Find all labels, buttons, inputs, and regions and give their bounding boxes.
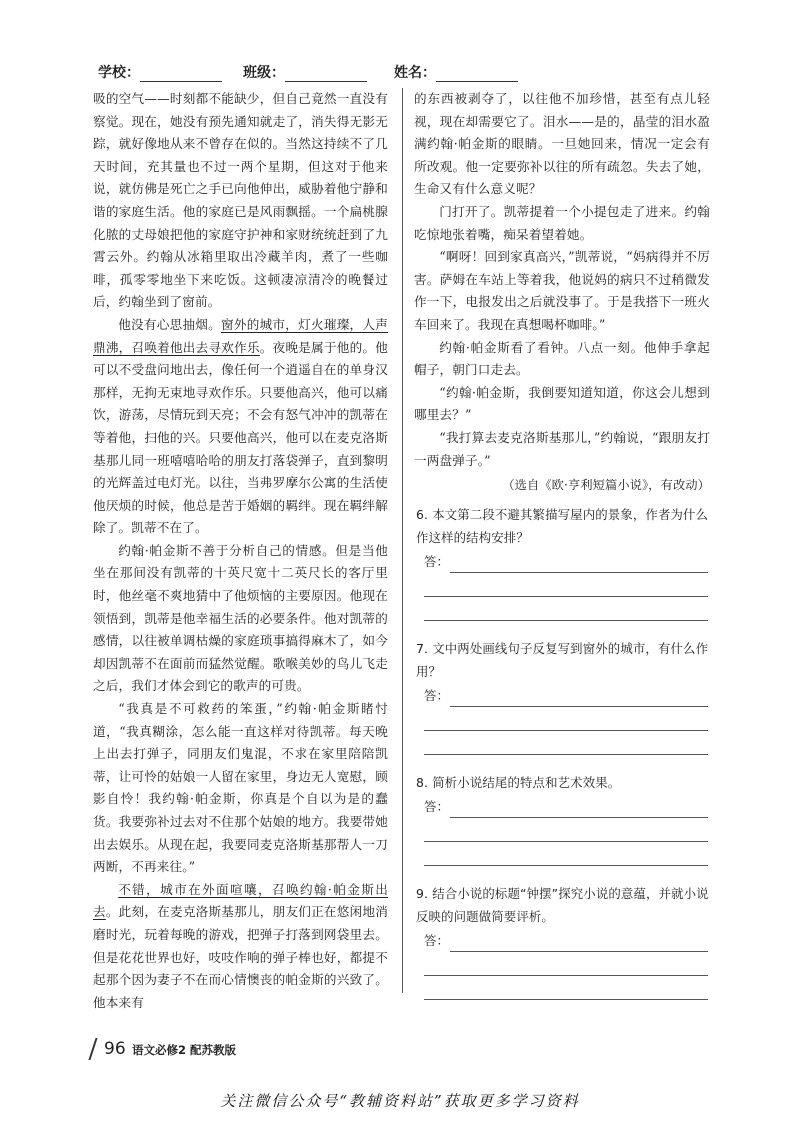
story-paragraph: “啊呀！回到家真高兴，”凯蒂说，“妈病得并不厉害。萨姆在车站上等着我，他说妈的病只不过稍微发作一下，电报发出之后就没事了。于是我搭下一班火车回来了。我现在真想喝杯咖啡。” [414, 249, 710, 332]
footer-slash-mark [88, 1038, 97, 1060]
question-text: 9. 结合小说的标题“钟摆”探究小说的意蕴，并就小说反映的问题做简要评析。 [416, 885, 709, 924]
story-paragraph: 约翰·帕金斯不善于分析自己的情感。但是当他坐在那间没有凯蒂的十英尺宽十二英尺长的客厅里时，他丝毫不爽地猜中了他烦恼的主要原因。他现在领悟到，凯蒂是他幸福生活的必要条件。他对凯蒂的感情，以往被单调枯燥的家庭琐事搞得麻木了，如今却因凯蒂不在面前而猛然觉醒。歌喉美妙的鸟儿飞走之后，我们才体会到它的歌声的可贵。 [93, 542, 388, 694]
name-field [394, 62, 518, 82]
answer-label: 答： [424, 798, 450, 814]
promo-banner: 关注微信公众号“教辅资料站”获取更多学习资料 [220, 1092, 580, 1110]
school-blank[interactable] [140, 67, 222, 82]
answer-label: 答： [424, 553, 450, 569]
answer-row [414, 685, 710, 707]
story-paragraph [93, 879, 388, 1015]
school-label: 学校： [98, 65, 140, 81]
answer-line[interactable] [424, 597, 708, 621]
underlined-sentence: 窗外的城市，灯火璀璨，人声鼎沸，召唤着他出去寻欢作乐 [93, 316, 388, 355]
story-paragraph: “约翰·帕金斯，我倒要知道知道，你这会儿想到哪里去？” [414, 384, 710, 423]
class-field [243, 62, 367, 82]
story-paragraph: 门打开了。凯蒂提着一个小提包走了进来。约翰吃惊地张着嘴，痴呆着望着她。 [414, 203, 710, 242]
paragraph-text: 。夜晚是属于他的。他可以不受盘问地出去，像任何一个逍遥自在的单身汉那样，无拘无束地寻欢作乐。只要他高兴，他可以痛饮，游荡，尽情玩到天亮；不会有怒气冲冲的凯蒂在等着他，扫他的兴。只要他高兴，他可以在麦克洛斯基那儿同一班嘻嘻哈哈的朋友打落袋弹子，直到黎明的光辉盖过电灯光。以往，当弗罗摩尔公寓的生活使他厌烦的时候，他总是苦于婚姻的羁绊。现在羁绊解除了。凯蒂不在了。 [93, 339, 389, 536]
answer-row [414, 551, 710, 573]
name-label: 姓名： [394, 65, 436, 81]
answer-line[interactable] [424, 818, 708, 842]
question-8 [414, 771, 710, 866]
page-number: 96 [104, 1039, 126, 1059]
question-text: 6. 本文第二段不避其繁描写屋内的景象，作者为什么作这样的结构安排？ [416, 506, 709, 545]
answer-line[interactable] [424, 952, 708, 976]
story-right-column [414, 88, 710, 993]
answer-line[interactable] [424, 842, 708, 866]
class-label: 班级： [243, 65, 285, 81]
answer-line[interactable] [450, 800, 708, 818]
story-paragraph: 约翰·帕金斯看了看钟。八点一刻。他伸手拿起帽子，朝门口走去。 [414, 339, 710, 378]
paragraph-text: 他没有心思抽烟。 [118, 316, 222, 332]
story-paragraph: 吸的空气——时刻都不能缺少，但自己竟然一直没有察觉。现在，她没有预先通知就走了，消失得无影无踪，就好像地从来不曾存在似的。当然这持续不了几天时间，充其量也不过一两个星期，但这对于他来说，就仿佛是死亡之手已向他伸出，威胁着他宁静和谐的家庭生活。他的家庭已是风雨飘摇。一个扁桃腺化脓的丈母娘把他的家庭守护神和家财统统赶到了九霄云外。约翰从冰箱里取出冷藏羊肉，煮了一些咖啡，孤零零地坐下来吃饭。这顿凄凉清冷的晚餐过后，约翰坐到了窗前。 [93, 91, 388, 310]
student-info-header [98, 62, 518, 84]
underlined-sentence: 不错，城市在外面喧嚷，召唤约翰·帕金斯出去 [93, 881, 388, 920]
source-citation: （选自《欧·亨利短篇小说》，有改动） [502, 478, 710, 493]
question-7 [414, 637, 710, 755]
paragraph-text: 。此刻，在麦克洛斯基那儿，朋友们正在悠闲地消磨时光，玩着每晚的游戏，把弹子打落到网袋里去。但是花花世界也好，吱吱作响的弹子棒也好，都提不起那个因为妻子不在而心情懊丧的帕金斯的兴致了。他本来有 [93, 904, 388, 1010]
story-paragraph: 的东西被剥夺了，以往他不加珍惜，甚至有点儿轻视，现在却需要它了。泪水——是的，晶莹的泪水盈满约翰·帕金斯的眼睛。一旦她回来，情况一定会有所改观。他一定要弥补以往的所有疏忽。失去了她，生命又有什么意义呢？ [414, 91, 710, 197]
story-left-column [93, 88, 389, 1010]
book-title: 语文必修2 配苏教版 [132, 1043, 237, 1057]
story-paragraph: “我真是不可救药的笨蛋，”约翰·帕金斯睹忖道，“我真糊涂，怎么能一直这样对待凯蒂。每天晚上出去打弹子，同朋友们鬼混，不求在家里陪陪凯蒂，让可怜的姑娘一人留在家里，身边无人宽慰，顾影自怜！我约翰·帕金斯，你真是个自以为是的蠢货。我要弥补过去对不住那个姑娘的地方。我要带她出去娱乐。从现在起，我要同麦克洛斯基那帮人一刀两断，不再来往。” [93, 701, 388, 875]
answer-row [414, 930, 710, 952]
answer-label: 答： [424, 687, 450, 703]
answer-line[interactable] [450, 555, 708, 573]
class-blank[interactable] [285, 67, 367, 82]
column-divider [402, 88, 403, 993]
answer-line[interactable] [424, 707, 708, 731]
school-field [98, 62, 222, 82]
story-paragraph [93, 314, 388, 540]
answer-line[interactable] [450, 689, 708, 707]
answer-row [414, 796, 710, 818]
answer-line[interactable] [424, 976, 708, 1000]
answer-label: 答： [424, 932, 450, 948]
story-paragraph: “我打算去麦克洛斯基那儿，”约翰说，“跟朋友打一两盘弹子。” [414, 429, 710, 468]
question-text: 8. 简析小说结尾的特点和艺术效果。 [416, 774, 621, 790]
question-6 [414, 503, 710, 621]
question-text: 7. 文中两处画线句子反复写到窗外的城市，有什么作用？ [416, 640, 709, 679]
answer-line[interactable] [450, 934, 708, 952]
answer-line[interactable] [424, 573, 708, 597]
answer-line[interactable] [424, 731, 708, 755]
name-blank[interactable] [436, 67, 518, 82]
question-9 [414, 882, 710, 1000]
